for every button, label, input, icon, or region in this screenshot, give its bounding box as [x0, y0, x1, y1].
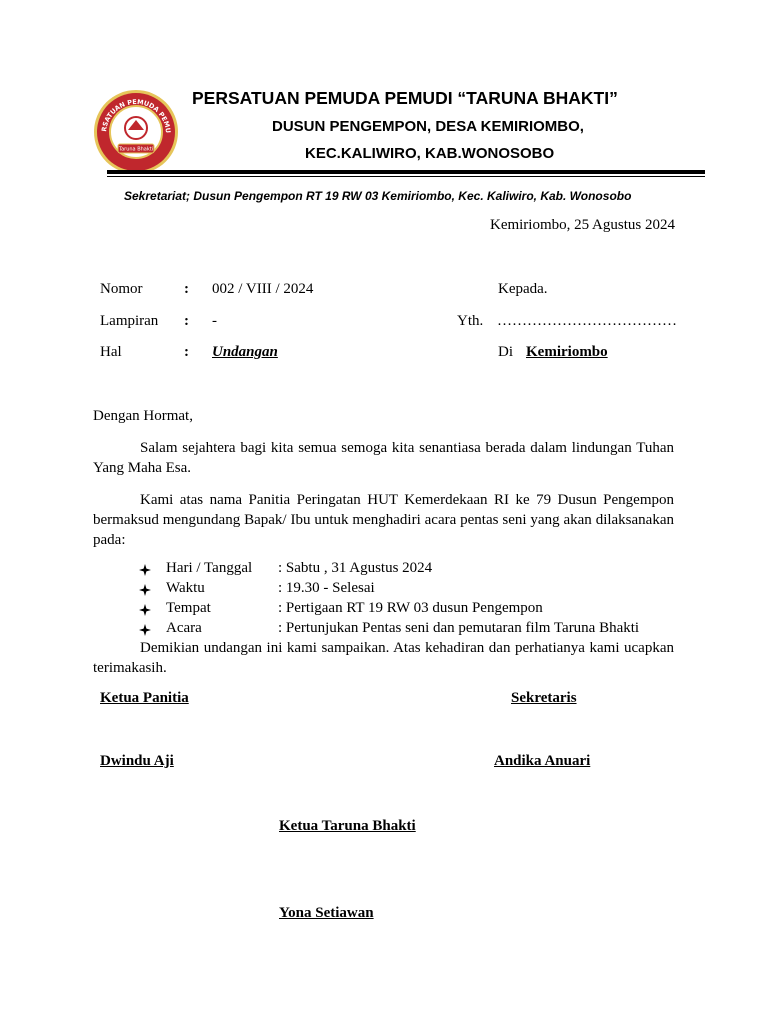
detail-value: : Pertigaan RT 19 RW 03 dusun Pengempon [278, 600, 543, 616]
nomor-label: Nomor [100, 281, 143, 297]
sekretaris-title: Sekretaris [511, 690, 577, 706]
ketua-taruna-bhakti-title: Ketua Taruna Bhakti [279, 818, 416, 834]
organization-address-line2: KEC.KALIWIRO, KAB.WONOSOBO [305, 145, 555, 162]
ketua-taruna-bhakti-name: Yona Setiawan [279, 905, 374, 921]
organization-seal-icon [92, 88, 180, 176]
ketua-panitia-name: Dwindu Aji [100, 753, 174, 769]
detail-label: Acara [166, 620, 202, 636]
hal-label: Hal [100, 344, 122, 360]
detail-value: : Sabtu , 31 Agustus 2024 [278, 560, 433, 576]
diamond-bullet-icon [139, 583, 151, 601]
detail-label: Waktu [166, 580, 205, 596]
organization-address-line1: DUSUN PENGEMPON, DESA KEMIRIOMBO, [272, 118, 584, 135]
recipient-yth-value: ……………………………… [497, 313, 677, 329]
nomor-value: 002 / VIII / 2024 [212, 281, 314, 297]
lampiran-label: Lampiran [100, 313, 159, 329]
detail-label: Tempat [166, 600, 211, 616]
hal-value: Undangan [212, 344, 278, 360]
salutation: Dengan Hormat, [93, 408, 193, 424]
detail-value: : Pertunjukan Pentas seni dan pemutaran film Taruna Bhakti [278, 620, 640, 636]
paragraph-greeting: Salam sejahtera bagi kita semua semoga kita senantiasa berada dalam lindungan Tuhan Yang Maha Esa. [93, 440, 674, 476]
recipient-kepada: Kepada. [498, 281, 548, 297]
organization-name: PERSATUAN PEMUDA PEMUDI “TARUNA BHAKTI” [192, 88, 618, 108]
detail-value: : 19.30 - Selesai [278, 580, 375, 596]
diamond-bullet-icon [139, 563, 151, 581]
lampiran-value: - [212, 313, 217, 329]
letterhead-rule-thick [107, 170, 705, 174]
lampiran-colon: : [184, 313, 189, 329]
recipient-yth-label: Yth. [457, 313, 484, 329]
nomor-colon: : [184, 281, 189, 297]
recipient-di-value: Kemiriombo [526, 344, 608, 360]
paragraph-closing: Demikian undangan ini kami sampaikan. Atas kehadiran dan perhatianya kami ucapkan terimakasih. [93, 640, 674, 676]
seal-ribbon-text: Taruna Bhakti [118, 146, 154, 153]
diamond-bullet-icon [139, 603, 151, 621]
letterhead-rule-thin [107, 176, 705, 177]
letter-date: Kemiriombo, 25 Agustus 2024 [489, 217, 675, 233]
paragraph-invitation: Kami atas nama Panitia Peringatan HUT Kemerdekaan RI ke 79 Dusun Pengempon bermaksud mengundang Bapak/ Ibu untuk menghadiri acara pentas seni yang akan dilaksanakan pada: [93, 492, 674, 548]
secretariat-address: Sekretariat; Dusun Pengempon RT 19 RW 03 Kemiriombo, Kec. Kaliwiro, Kab. Wonosobo [124, 189, 632, 203]
recipient-di-label: Di [498, 344, 513, 360]
ketua-panitia-title: Ketua Panitia [100, 690, 189, 706]
detail-label: Hari / Tanggal [166, 560, 253, 576]
seal-ring-text: RSATUAN PEMUDA PEMU [100, 97, 173, 134]
sekretaris-name: Andika Anuari [494, 753, 591, 769]
hal-colon: : [184, 344, 189, 360]
